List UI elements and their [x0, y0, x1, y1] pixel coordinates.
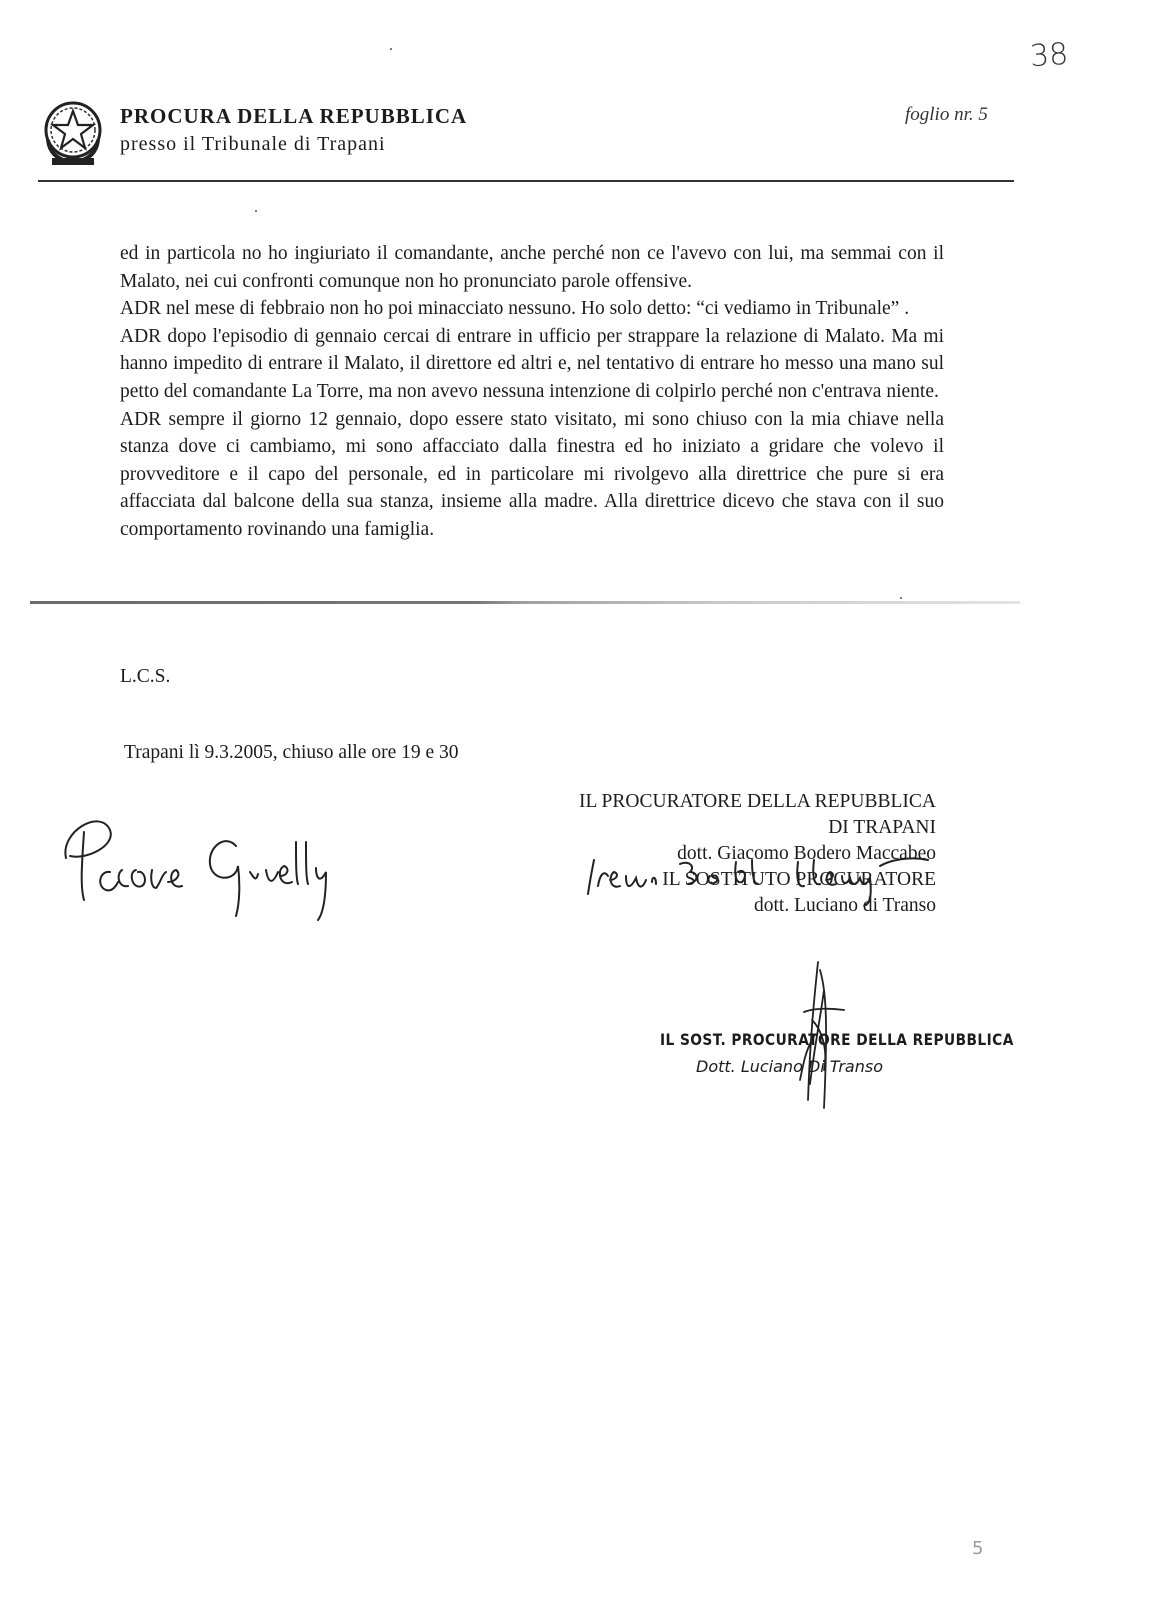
handwritten-page-number: 38 [1028, 36, 1070, 75]
deputy-prosecutor-title: IL SOSTITUTO PROCURATORE [662, 869, 936, 890]
scan-speck [255, 210, 257, 212]
italian-republic-emblem-icon [40, 96, 106, 170]
prosecutor-city: DI TRAPANI [828, 817, 936, 838]
statement-paragraph: ADR sempre il giorno 12 gennaio, dopo essere stato visitato, mi sono chiuso con la mia chiave nella stanza dove ci cambiamo, mi sono affacciato dalla finestra ed ho iniziato a gridare che volevo il provveditore e il capo del personale, ed in particolare mi rivolgevo alla direttrice che pure si era affacciata dal balcone della sua stanza, insieme alla madre. Alla direttrice dicevo che stava con il suo comportamento rovinando una famiglia. [120, 408, 944, 540]
statement-paragraph: ed in particola no ho ingiuriato il comandante, anche perché non ce l'avevo con lui, ma semmai con il Malato, nei cui confronti comunque non ho pronunciato parole offensive. [120, 243, 944, 292]
declarant-signature [40, 812, 350, 932]
scan-speck [390, 48, 392, 50]
lcs-mark: L.C.S. [120, 666, 171, 687]
prosecutor-name: dott. Giacomo Bodero Maccabeo [677, 843, 936, 864]
office-subtitle: presso il Tribunale di Trapani [120, 133, 386, 155]
office-title: PROCURA DELLA REPUBBLICA [120, 104, 468, 128]
prosecutor-handwritten-signature [580, 836, 950, 906]
deputy-prosecutor-name: dott. Luciano di Transo [753, 895, 936, 916]
statement-paragraph: ADR dopo l'episodio di gennaio cercai di entrare in ufficio per strappare la relazione di Malato. Ma mi hanno impedito di entrare il Malato, il direttore ed altri e, nel tentativo di entrare ho messo una mano sul petto del comandante La Torre, ma non avevo nessuna intenzione di colpirlo perché non c'entrava niente. [120, 325, 944, 402]
stamp-office: IL SOST. PROCURATORE DELLA REPUBBLICA [660, 1030, 1014, 1049]
stamp-name: Dott. Luciano Di Transo [696, 1057, 883, 1076]
closing-place-date: Trapani lì 9.3.2005, chiuso alle ore 19 e 30 [124, 742, 459, 763]
sheet-number: foglio nr. 5 [905, 104, 988, 125]
corner-page-mark: 5 [972, 1538, 984, 1559]
statement-body [120, 240, 944, 544]
scan-artifact-line [30, 601, 1020, 604]
header-divider [38, 180, 1014, 182]
scan-speck [900, 597, 902, 599]
statement-paragraph: ADR nel mese di febbraio non ho poi minacciato nessuno. Ho solo detto: “ci vediamo in Tribunale” . [120, 298, 910, 320]
prosecutor-title: IL PROCURATORE DELLA REPUBBLICA [579, 791, 936, 812]
